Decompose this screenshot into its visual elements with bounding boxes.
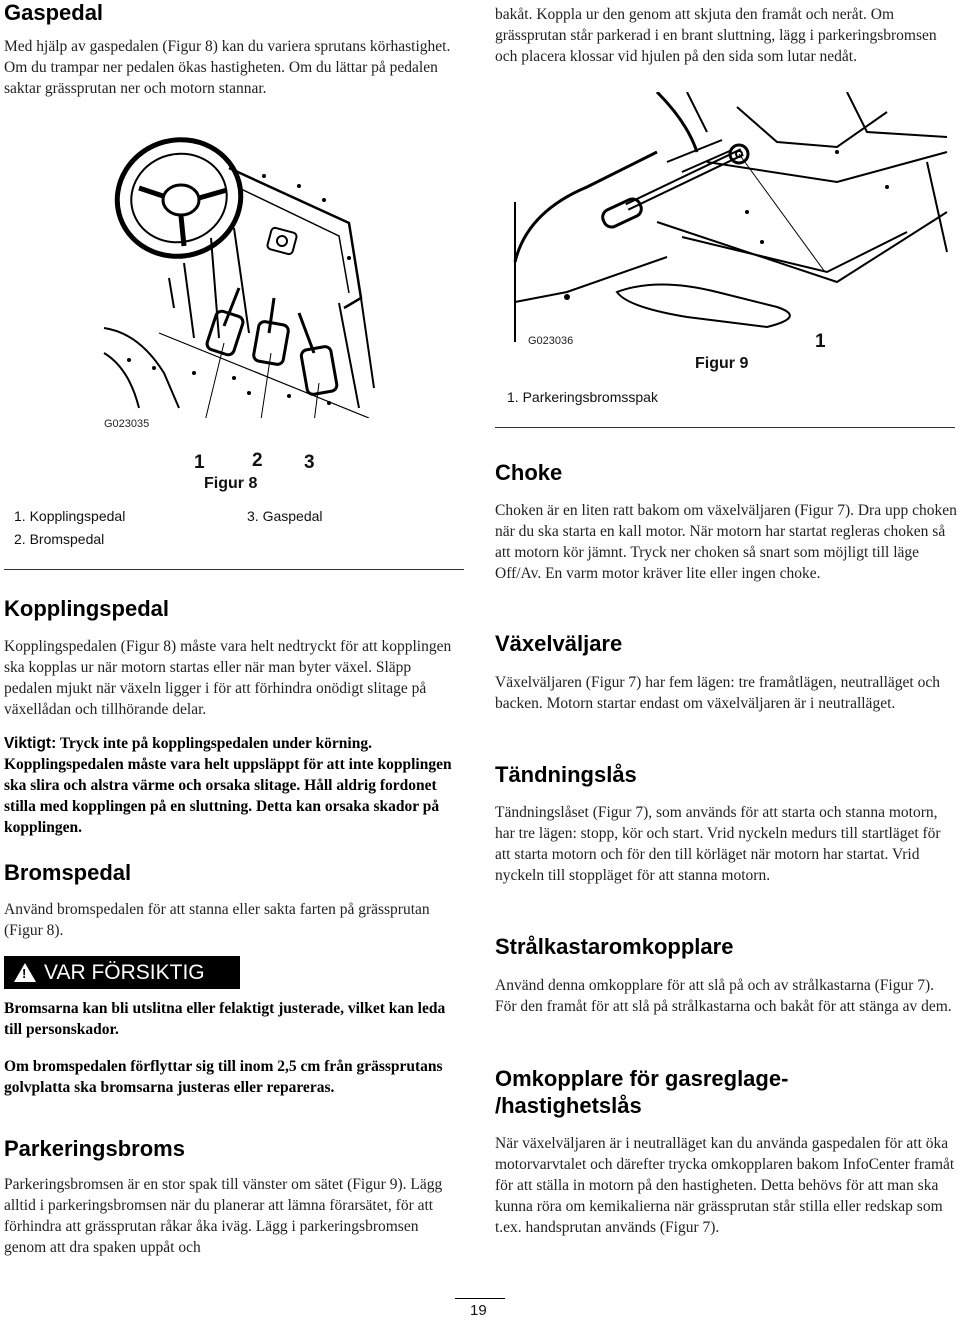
omkopplare-text: När växelväljaren är i neutralläget kan du använda gaspedalen för att öka motorvarvtalet och därefter trycka omkopplaren bakom InfoCenter framåt för att ställa in motorn på den hastigheten. Detta behövs för att man ska kunna röra om kemikalierna när grässprutan står stilla eller redskap som t.ex. handsprutan används (Figur 7). [495,1135,955,1236]
kopplingspedal-heading: Kopplingspedal [4,596,169,621]
stralkastar-heading: Strålkastaromkopplare [495,934,734,959]
parkeringsbroms-text: Parkeringsbromsen är en stor spak till vänster om sätet (Figur 9). Lägg alltid i parkeringsbromsen när du planerar att lämna förarsätet, för att förhindra att grässprutan råkar åka iväg. Lägg i parkeringsbromsen genom att dra spaken uppåt och [4,1176,443,1256]
figure-8-callout-2: 2 [252,450,263,471]
figure-8-code: G023035 [104,418,150,430]
page-number: 19 [470,1302,487,1319]
caution-label-text: VAR FÖRSIKTIG [44,960,205,984]
figure-8-divider [4,569,464,570]
gaspedal-text: Med hjälp av gaspedalen (Figur 8) kan du variera sprutans körhastighet. Om du trampar ner pedalen ökas hastigheten. Om du lättar på pedalen saktar grässprutan ner och motorn stannar. [4,38,451,97]
vaxelvaljare-heading: Växelväljare [495,631,623,656]
warning-icon: ! [14,963,36,982]
page-number-rule [455,1298,505,1299]
bromspedal-heading: Bromspedal [4,860,132,885]
caution-text: Bromsarna kan bli utslitna eller felaktigt justerade, vilket kan leda till personskador. [4,1000,446,1038]
tandningslas-text: Tändningslåset (Figur 7), som används för att starta och stanna motorn, har tre lägen: stopp, kör och start. Vrid nyckeln medurs till startläget för att starta motorn och för den till körläget när motorn har startat. Vrid nyckeln till stoppläget för att stanna motorn. [495,804,941,884]
omkopplare-heading-line1: Omkopplare för gasreglage- [495,1066,789,1091]
figure-9-divider [495,427,955,428]
brake-adjust-text: Om bromspedalen förflyttar sig till inom 2,5 cm från grässprutans golvplatta ska bromsarna justeras eller repareras. [4,1058,443,1096]
figure-8-callout-3: 3 [304,452,315,473]
figure-8-callout-1: 1 [194,452,205,473]
parkeringsbroms-continued-text: bakåt. Koppla ur den genom att skjuta den framåt och neråt. Om grässprutan står parkerad i en brant sluttning, lägg i parkeringsbromsen och placera klossar vid hjulen på den sida som lutar nedåt. [495,6,937,65]
figure-8-legend-1: 1. Kopplingspedal [14,508,126,524]
caution-label [4,956,240,989]
figure-8-legend-3: 3. Gaspedal [247,508,323,524]
bromspedal-text: Använd bromspedalen för att stanna eller sakta farten på grässprutan (Figur 8). [4,901,430,939]
figure-9-legend-1: 1. Parkeringsbromsspak [507,389,658,405]
figure-8-title: Figur 8 [204,475,258,492]
stralkastar-text: Använd denna omkopplare för att slå på och av strålkastarna (Figur 7). För den framåt för att slå på strålkastarna och bakåt för att stänga av dem. [495,977,952,1015]
choke-text: Choken är en liten ratt bakom om växelväljaren (Figur 7). Dra upp choken när du ska starta en kall motor. När motorn har startat regleras choken så att motorn kör jämnt. Tryck ner choken så snart som möjligt till läge Off/Av. En varm motor kräver lite eller ingen choke. [495,502,957,582]
omkopplare-heading-line2: /hastighetslås [495,1093,642,1118]
figure-9-code: G023036 [528,335,574,347]
parkeringsbroms-heading: Parkeringsbroms [4,1136,185,1161]
figure-8-illustration [99,128,379,418]
tandningslas-heading: Tändningslås [495,762,637,787]
figure-9-title: Figur 9 [695,355,749,372]
figure-9-illustration [507,92,957,347]
gaspedal-heading: Gaspedal [4,0,104,25]
important-text: Tryck inte på kopplingspedalen under körning. Kopplingspedalen måste vara helt uppsläppt för att inte kopplingen ska slira och alstra värme och orsaka slitage. Håll aldrig fordonet stilla med kopplingen på en sluttning. Detta kan orsaka skador på kopplingen. [4,735,452,836]
vaxelvaljare-text: Växelväljaren (Figur 7) har fem lägen: tre framåtlägen, neutralläget och backen. Motorn startar endast om växelväljaren är i neutralläget. [495,674,940,712]
kopplingspedal-text: Kopplingspedalen (Figur 8) måste vara helt nedtryckt för att kopplingen ska kopplas ur när motorn startas eller när man byter växel. Släpp pedalen mjukt när växeln ligger i för att förhindra onödigt slitage på växellådan och tillhörande delar. [4,638,452,718]
kopplingspedal-important [4,733,464,838]
choke-heading: Choke [495,460,563,485]
important-label: Viktigt: [4,735,57,752]
figure-9-callout-1: 1 [815,331,826,352]
figure-8-legend-2: 2. Bromspedal [14,531,105,547]
